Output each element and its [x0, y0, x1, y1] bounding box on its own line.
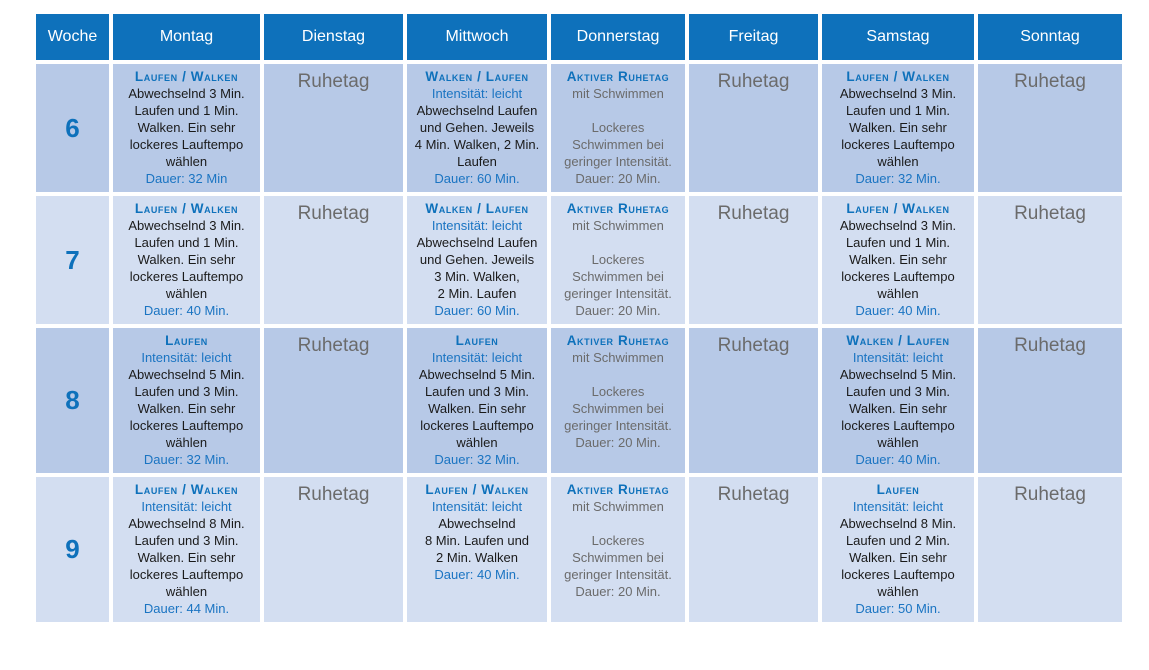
description-line: geringer Intensität. [564, 286, 672, 301]
intensity-label: Intensität: leicht [852, 350, 944, 365]
activity-title: Laufen / Walken [425, 482, 529, 497]
rest-day-label: Ruhetag [1014, 203, 1086, 224]
spacer [551, 102, 685, 119]
description-line: und Gehen. Jeweils [419, 252, 535, 267]
day-cell-wednesday [407, 328, 547, 473]
activity-title: Laufen / Walken [846, 201, 950, 216]
activity-title: Laufen [455, 333, 499, 348]
week-number: 9 [36, 477, 109, 622]
description-line: Laufen und 3 Min. [845, 384, 951, 399]
cell-content [978, 328, 1122, 358]
activity-title: Walken / Laufen [425, 201, 529, 216]
description-line: Lockeres [591, 533, 645, 548]
intensity-label: Intensität: leicht [431, 86, 523, 101]
rest-day-label: Ruhetag [297, 335, 370, 356]
description-line: Laufen [457, 154, 497, 169]
description-line: 8 Min. Laufen und [424, 533, 530, 548]
day-cell-saturday [822, 328, 974, 473]
duration-label: Dauer: 32 Min. [143, 452, 230, 467]
cell-content [551, 477, 685, 600]
rest-day-label: Ruhetag [717, 71, 790, 92]
day-cell-sunday [978, 328, 1122, 473]
day-cell-sunday [978, 64, 1122, 192]
description-line: Lockeres [591, 384, 645, 399]
header-week: Woche [36, 14, 109, 60]
duration-label: Dauer: 50 Min. [855, 601, 941, 616]
description-line: wählen [877, 286, 919, 301]
week-row [36, 64, 1122, 192]
duration-label: Dauer: 32 Min. [434, 452, 520, 467]
description-line: Walken. Ein sehr [849, 252, 947, 267]
description-line: Abwechselnd Laufen [416, 103, 538, 118]
intensity-label: Intensität: leicht [431, 499, 523, 514]
description-line: Walken. Ein sehr [849, 120, 947, 135]
description-line: Abwechselnd Laufen [416, 235, 538, 250]
training-plan-table [32, 10, 1126, 626]
spacer [551, 515, 685, 532]
intensity-label: Intensität: leicht [431, 350, 523, 365]
description-line: Lockeres [591, 120, 645, 135]
activity-title: Walken / Laufen [425, 69, 529, 84]
day-cell-saturday [822, 477, 974, 622]
cell-content [689, 196, 818, 226]
header-tuesday: Dienstag [264, 14, 403, 60]
activity-title: Laufen / Walken [134, 201, 239, 216]
activity-subtitle: mit Schwimmen [572, 218, 664, 233]
rest-day-label: Ruhetag [1014, 484, 1086, 505]
rest-day-label: Ruhetag [297, 203, 370, 224]
week-row [36, 477, 1122, 622]
activity-title: Laufen / Walken [134, 482, 239, 497]
week-row [36, 196, 1122, 324]
description-line: lockeres Lauftempo [841, 269, 955, 284]
day-cell-thursday [551, 196, 685, 324]
day-cell-thursday [551, 477, 685, 622]
description-line: Laufen und 1 Min. [845, 103, 951, 118]
cell-content [978, 196, 1122, 226]
duration-label: Dauer: 20 Min. [575, 303, 661, 318]
cell-content [822, 328, 974, 468]
description-line: Lockeres [591, 252, 645, 267]
cell-content [978, 477, 1122, 507]
description-line: Abwechselnd 3 Min. [128, 86, 245, 101]
duration-label: Dauer: 60 Min. [434, 303, 520, 318]
description-line: wählen [165, 435, 208, 450]
duration-label: Dauer: 44 Min. [143, 601, 230, 616]
duration-label: Dauer: 60 Min. [434, 171, 520, 186]
intensity-label: Intensität: leicht [852, 499, 944, 514]
day-cell-friday [689, 328, 818, 473]
description-line: Laufen und 2 Min. [845, 533, 951, 548]
cell-content [689, 477, 818, 507]
activity-title: Aktiver Ruhetag [566, 333, 670, 348]
cell-content [264, 477, 403, 507]
description-line: lockeres Lauftempo [841, 567, 955, 582]
description-line: lockeres Lauftempo [420, 418, 534, 433]
description-line: Walken. Ein sehr [428, 401, 526, 416]
cell-content [113, 477, 260, 617]
day-cell-friday [689, 64, 818, 192]
day-cell-tuesday [264, 328, 403, 473]
cell-content [407, 196, 547, 319]
day-cell-monday [113, 328, 260, 473]
day-cell-friday [689, 477, 818, 622]
duration-label: Dauer: 32 Min. [855, 171, 941, 186]
day-cell-tuesday [264, 64, 403, 192]
description-line: wählen [165, 154, 208, 169]
description-line: und Gehen. Jeweils [419, 120, 535, 135]
cell-content [822, 477, 974, 617]
description-line: Laufen und 3 Min. [134, 384, 239, 399]
cell-content [822, 196, 974, 319]
activity-title: Walken / Laufen [846, 333, 950, 348]
cell-content [822, 64, 974, 187]
activity-title: Laufen / Walken [846, 69, 950, 84]
description-line: Abwechselnd [438, 516, 516, 531]
description-line: Walken. Ein sehr [137, 401, 236, 416]
description-line: lockeres Lauftempo [841, 137, 955, 152]
header-wednesday: Mittwoch [407, 14, 547, 60]
duration-label: Dauer: 20 Min. [575, 435, 661, 450]
day-cell-wednesday [407, 477, 547, 622]
description-line: 4 Min. Walken, 2 Min. [414, 137, 540, 152]
week-number: 6 [36, 64, 109, 192]
description-line: wählen [456, 435, 498, 450]
cell-content [264, 196, 403, 226]
rest-day-label: Ruhetag [717, 484, 790, 505]
description-line: Laufen und 1 Min. [845, 235, 951, 250]
day-cell-sunday [978, 477, 1122, 622]
cell-content [551, 328, 685, 451]
intensity-label: Intensität: leicht [141, 350, 232, 365]
description-line: Walken. Ein sehr [137, 120, 236, 135]
description-line: Walken. Ein sehr [137, 550, 236, 565]
description-line: Walken. Ein sehr [137, 252, 236, 267]
description-line: Abwechselnd 3 Min. [128, 218, 245, 233]
cell-content [407, 64, 547, 187]
description-line: lockeres Lauftempo [129, 137, 244, 152]
rest-day-label: Ruhetag [717, 203, 790, 224]
day-cell-tuesday [264, 477, 403, 622]
week-number: 8 [36, 328, 109, 473]
description-line: lockeres Lauftempo [129, 418, 244, 433]
description-line: Abwechselnd 5 Min. [839, 367, 957, 382]
day-cell-wednesday [407, 64, 547, 192]
cell-content [113, 64, 260, 187]
description-line: Laufen und 3 Min. [134, 533, 239, 548]
rest-day-label: Ruhetag [297, 484, 370, 505]
cell-content [689, 328, 818, 358]
duration-label: Dauer: 32 Min [145, 171, 228, 186]
header-friday: Freitag [689, 14, 818, 60]
activity-title: Laufen / Walken [134, 69, 239, 84]
description-line: Schwimmen bei [572, 401, 664, 416]
description-line: Abwechselnd 8 Min. [839, 516, 957, 531]
spacer [551, 366, 685, 383]
description-line: Abwechselnd 3 Min. [839, 218, 957, 233]
rest-day-label: Ruhetag [1014, 335, 1086, 356]
header-monday: Montag [113, 14, 260, 60]
description-line: geringer Intensität. [564, 567, 672, 582]
description-line: geringer Intensität. [564, 154, 672, 169]
cell-content [113, 328, 260, 468]
description-line: Abwechselnd 5 Min. [128, 367, 245, 382]
description-line: lockeres Lauftempo [129, 567, 244, 582]
cell-content [551, 64, 685, 187]
cell-content [264, 64, 403, 94]
day-cell-tuesday [264, 196, 403, 324]
week-number: 7 [36, 196, 109, 324]
intensity-label: Intensität: leicht [141, 499, 232, 514]
day-cell-thursday [551, 328, 685, 473]
cell-content [689, 64, 818, 94]
day-cell-thursday [551, 64, 685, 192]
spacer [551, 234, 685, 251]
description-line: wählen [877, 435, 919, 450]
rest-day-label: Ruhetag [1014, 71, 1086, 92]
cell-content [551, 196, 685, 319]
cell-content [407, 477, 547, 583]
description-line: Schwimmen bei [572, 550, 664, 565]
activity-subtitle: mit Schwimmen [572, 499, 664, 514]
description-line: wählen [165, 286, 208, 301]
duration-label: Dauer: 40 Min. [434, 567, 520, 582]
description-line: Abwechselnd 8 Min. [128, 516, 245, 531]
description-line: Laufen und 3 Min. [424, 384, 530, 399]
rest-day-label: Ruhetag [297, 71, 370, 92]
cell-content [113, 196, 260, 319]
activity-title: Laufen [165, 333, 208, 348]
description-line: wählen [165, 584, 208, 599]
day-cell-monday [113, 64, 260, 192]
description-line: Walken. Ein sehr [849, 550, 947, 565]
description-line: Abwechselnd 5 Min. [418, 367, 536, 382]
activity-title: Aktiver Ruhetag [566, 482, 670, 497]
description-line: Laufen und 1 Min. [134, 103, 239, 118]
day-cell-sunday [978, 196, 1122, 324]
description-line: lockeres Lauftempo [841, 418, 955, 433]
description-line: wählen [877, 584, 919, 599]
duration-label: Dauer: 40 Min. [143, 303, 230, 318]
header-thursday: Donnerstag [551, 14, 685, 60]
day-cell-wednesday [407, 196, 547, 324]
activity-title: Aktiver Ruhetag [566, 69, 670, 84]
header-sunday: Sonntag [978, 14, 1122, 60]
description-line: Schwimmen bei [572, 137, 664, 152]
intensity-label: Intensität: leicht [431, 218, 523, 233]
day-cell-friday [689, 196, 818, 324]
day-cell-saturday [822, 64, 974, 192]
day-cell-monday [113, 477, 260, 622]
day-cell-saturday [822, 196, 974, 324]
duration-label: Dauer: 40 Min. [855, 303, 941, 318]
header-row [36, 14, 1122, 60]
cell-content [407, 328, 547, 468]
duration-label: Dauer: 20 Min. [575, 171, 661, 186]
duration-label: Dauer: 40 Min. [855, 452, 941, 467]
rest-day-label: Ruhetag [717, 335, 790, 356]
activity-subtitle: mit Schwimmen [572, 86, 664, 101]
description-line: 3 Min. Walken, [434, 269, 520, 284]
description-line: wählen [877, 154, 919, 169]
activity-title: Laufen [876, 482, 920, 497]
description-line: Schwimmen bei [572, 269, 664, 284]
week-row [36, 328, 1122, 473]
description-line: Abwechselnd 3 Min. [839, 86, 957, 101]
description-line: 2 Min. Walken [436, 550, 518, 565]
description-line: 2 Min. Laufen [437, 286, 517, 301]
cell-content [264, 328, 403, 358]
description-line: Laufen und 1 Min. [134, 235, 239, 250]
duration-label: Dauer: 20 Min. [575, 584, 661, 599]
description-line: lockeres Lauftempo [129, 269, 244, 284]
activity-title: Aktiver Ruhetag [566, 201, 670, 216]
description-line: Walken. Ein sehr [849, 401, 947, 416]
cell-content [978, 64, 1122, 94]
description-line: geringer Intensität. [564, 418, 672, 433]
activity-subtitle: mit Schwimmen [572, 350, 664, 365]
header-saturday: Samstag [822, 14, 974, 60]
day-cell-monday [113, 196, 260, 324]
